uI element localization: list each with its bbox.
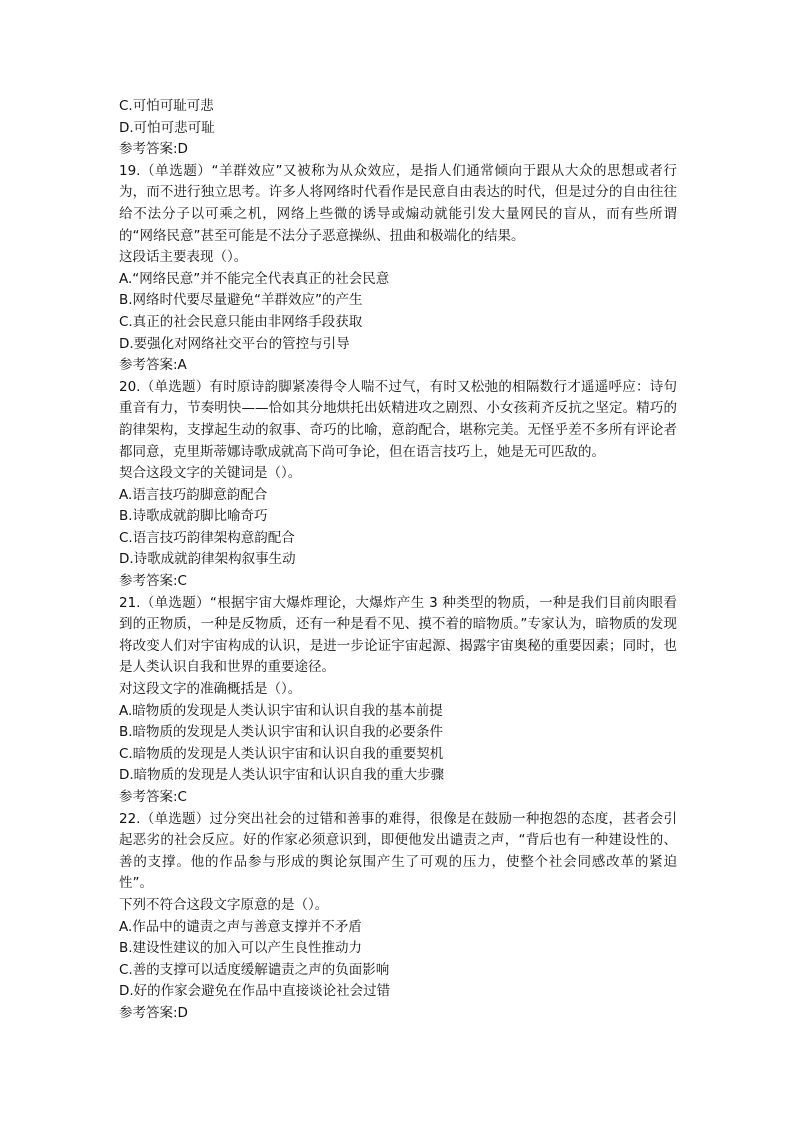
option-c: C.善的支撑可以适度缓解谴责之声的负面影响 [119,961,390,978]
option-b: B.建设性建议的加入可以产生良性推动力 [119,940,363,957]
option-a: A.作品中的谴责之声与善意支撑并不矛盾 [119,918,362,935]
question-22 [119,809,677,1025]
question-stem: 22.（单选题）过分突出社会的过错和善事的难得，很像是在鼓励一种抱怨的态度，甚者会引起恶劣的社会反应。好的作家必须意识到，即便他发出谴责之声，“背后也有一种建设性的、善的支撑。他的作品参与形成的舆论氛围产生了可观的压力，使整个社会同感改革的紧迫性”。 [119,810,677,892]
question-stem: 19.（单选题）“羊群效应”又被称为从众效应，是指人们通常倾向于跟从大众的思想或者行为，而不进行独立思考。许多人将网络时代看作是民意自由表达的时代，但是过分的自由往往给不法分子以可乘之机，网络上些微的诱导或煽动就能引发大量网民的盲从，而有些所谓的“网络民意”甚至可能是不法分子恶意操纵、扭曲和极端化的结果。 [119,162,677,244]
question-prompt: 对这段文字的准确概括是（）。 [119,681,302,698]
option-c: C.真正的社会民意只能由非网络手段获取 [119,313,363,330]
option-b: B.网络时代要尽量避免“羊群效应”的产生 [119,292,363,309]
lead-question-tail [119,96,677,161]
option-b: B.诗歌成就韵脚比喻奇巧 [119,508,268,525]
option-d: D.要强化对网络社交平台的管控与引导 [119,335,350,352]
question-stem: 20.（单选题）有时原诗韵脚紧凑得令人喘不过气，有时又松弛的相隔数行才遥遥呼应：诗句重音有力，节奏明快——恰如其分地烘托出妖精进攻之剧烈、小女孩莉齐反抗之坚定。精巧的韵律架构，支撑起生动的叙事、奇巧的比喻，意韵配合，堪称完美。无怪乎差不多所有评论者都同意，克里斯蒂娜诗歌成就高下尚可争论，但在语言技巧上，她是无可匹敌的。 [119,378,677,460]
question-prompt: 下列不符合这段文字原意的是（）。 [119,896,329,913]
option-d: D.诗歌成就韵律架构叙事生动 [119,551,296,568]
option-c: C.语言技巧韵律架构意韵配合 [119,529,295,546]
option-a: A.语言技巧韵脚意韵配合 [119,486,268,503]
question-prompt: 契合这段文字的关键词是（）。 [119,465,302,482]
option-a: A.“网络民意”并不能完全代表真正的社会民意 [119,270,390,287]
question-20 [119,377,677,593]
option-a: A.暗物质的发现是人类认识宇宙和认识自我的基本前提 [119,702,443,719]
option-d: D.好的作家会避免在作品中直接谈论社会过错 [119,983,391,1000]
question-prompt: 这段话主要表现（）。 [119,249,248,266]
answer-line: 参考答案:D [119,1004,188,1021]
document-page [119,96,677,1025]
option-d: D.可怕可悲可耻 [119,119,215,136]
option-d: D.暗物质的发现是人类认识宇宙和认识自我的重大步骤 [119,767,445,784]
option-c: C.可怕可耻可悲 [119,98,214,114]
question-stem: 21.（单选题）“根据宇宙大爆炸理论，大爆炸产生 3 种类型的物质，一种是我们目前肉眼看到的正物质，一种是反物质，还有一种是看不见、摸不着的暗物质。”专家认为，暗物质的发现将改变人们对宇宙构成的认识，是进一步论证宇宙起源、揭露宇宙奥秘的重要因素；同时，也是人类认识自我和世界的重要途径。 [119,594,677,676]
option-b: B.暗物质的发现是人类认识宇宙和认识自我的必要条件 [119,724,444,741]
option-c: C.暗物质的发现是人类认识宇宙和认识自我的重要契机 [119,745,444,762]
answer-line: 参考答案:D [119,141,188,158]
answer-line: 参考答案:C [119,573,187,590]
answer-line: 参考答案:C [119,789,187,805]
question-21 [119,593,677,809]
question-19 [119,161,677,377]
answer-line: 参考答案:A [119,357,187,374]
